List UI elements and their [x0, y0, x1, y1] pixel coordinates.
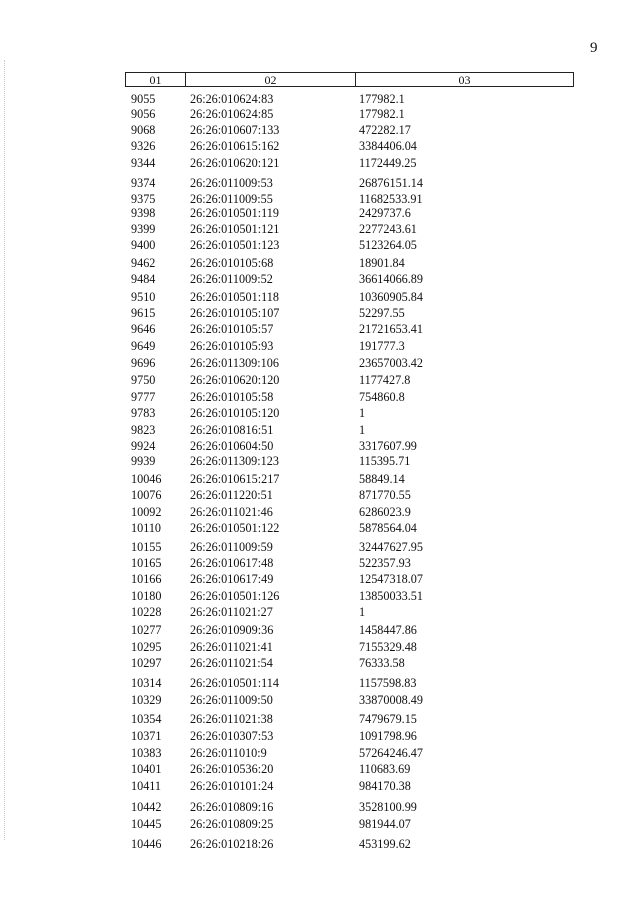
table-row — [0, 762, 640, 776]
table-cell-01: 9646 — [131, 322, 156, 336]
table-cell-01: 9649 — [131, 339, 156, 353]
table-cell-02: 26:26:010105:120 — [190, 406, 280, 420]
table-cell-03: 36614066.89 — [359, 272, 423, 286]
table-cell-02: 26:26:011220:51 — [190, 488, 273, 502]
table-cell-01: 10076 — [131, 488, 162, 502]
table-cell-03: 522357.93 — [359, 556, 411, 570]
table-row — [0, 693, 640, 707]
table-cell-03: 1172449.25 — [359, 156, 417, 170]
table-cell-01: 9398 — [131, 206, 156, 220]
table-row — [0, 356, 640, 370]
table-cell-03: 115395.71 — [359, 454, 411, 468]
table-row — [0, 472, 640, 486]
table-cell-01: 9375 — [131, 192, 156, 206]
table-cell-01: 10155 — [131, 540, 162, 554]
table-row — [0, 488, 640, 502]
table-row — [0, 521, 640, 535]
table-row — [0, 746, 640, 760]
table-cell-03: 1458447.86 — [359, 623, 417, 637]
table-row — [0, 206, 640, 220]
table-cell-03: 13850033.51 — [359, 589, 423, 603]
table-cell-02: 26:26:010105:68 — [190, 256, 274, 270]
table-row — [0, 800, 640, 814]
table-cell-03: 177982.1 — [359, 92, 405, 106]
table-cell-02: 26:26:010615:217 — [190, 472, 280, 486]
table-cell-01: 10446 — [131, 837, 162, 851]
table-cell-03: 754860.8 — [359, 390, 405, 404]
table-cell-03: 21721653.41 — [359, 322, 423, 336]
table-cell-02: 26:26:010218:26 — [190, 837, 274, 851]
table-cell-02: 26:26:010909:36 — [190, 623, 274, 637]
table-cell-02: 26:26:011009:50 — [190, 693, 273, 707]
table-cell-01: 9750 — [131, 373, 156, 387]
table-cell-01: 10401 — [131, 762, 162, 776]
table-cell-03: 1 — [359, 406, 366, 420]
table-cell-01: 10228 — [131, 605, 162, 619]
table-cell-01: 9055 — [131, 92, 156, 106]
table-row — [0, 290, 640, 304]
table-row — [0, 439, 640, 453]
table-cell-03: 52297.55 — [359, 306, 405, 320]
page-number: 9 — [590, 40, 598, 56]
table-cell-03: 7155329.48 — [359, 640, 417, 654]
table-cell-01: 9823 — [131, 423, 156, 437]
table-row — [0, 589, 640, 603]
table-cell-02: 26:26:010501:122 — [190, 521, 280, 535]
table-row — [0, 540, 640, 554]
table-cell-03: 2429737.6 — [359, 206, 411, 220]
table-header — [125, 72, 574, 87]
table-cell-01: 10166 — [131, 572, 162, 586]
table-cell-02: 26:26:011010:9 — [190, 746, 267, 760]
table-cell-02: 26:26:010501:118 — [190, 290, 279, 304]
table-cell-02: 26:26:010105:93 — [190, 339, 274, 353]
table-cell-02: 26:26:011309:123 — [190, 454, 279, 468]
table-cell-01: 10445 — [131, 817, 162, 831]
table-row — [0, 640, 640, 654]
table-row — [0, 779, 640, 793]
table-cell-02: 26:26:010624:85 — [190, 107, 274, 121]
table-cell-02: 26:26:010620:120 — [190, 373, 280, 387]
table-cell-02: 26:26:011309:106 — [190, 356, 279, 370]
table-cell-03: 57264246.47 — [359, 746, 423, 760]
table-cell-01: 9344 — [131, 156, 156, 170]
table-cell-03: 1 — [359, 423, 366, 437]
table-cell-02: 26:26:010536:20 — [190, 762, 274, 776]
table-row — [0, 605, 640, 619]
table-row — [0, 176, 640, 190]
table-row — [0, 339, 640, 353]
table-cell-01: 9400 — [131, 238, 156, 252]
table-cell-02: 26:26:010501:114 — [190, 676, 279, 690]
table-cell-03: 10360905.84 — [359, 290, 423, 304]
table-cell-03: 1091798.96 — [359, 729, 417, 743]
table-cell-01: 9783 — [131, 406, 156, 420]
table-cell-03: 871770.55 — [359, 488, 411, 502]
table-row — [0, 222, 640, 236]
table-row — [0, 712, 640, 726]
table-cell-02: 26:26:010105:57 — [190, 322, 274, 336]
table-row — [0, 192, 640, 206]
table-cell-02: 26:26:010615:162 — [190, 139, 280, 153]
table-cell-02: 26:26:010501:119 — [190, 206, 279, 220]
table-cell-02: 26:26:010607:133 — [190, 123, 280, 137]
table-cell-03: 2277243.61 — [359, 222, 417, 236]
table-row — [0, 107, 640, 121]
table-cell-03: 1177427.8 — [359, 373, 411, 387]
table-cell-01: 9924 — [131, 439, 156, 453]
table-cell-01: 10180 — [131, 589, 162, 603]
table-cell-03: 453199.62 — [359, 837, 411, 851]
table-cell-01: 10046 — [131, 472, 162, 486]
table-cell-02: 26:26:011021:41 — [190, 640, 273, 654]
table-row — [0, 139, 640, 153]
table-row — [0, 123, 640, 137]
column-header-01: 01 — [126, 73, 186, 86]
table-row — [0, 817, 640, 831]
table-cell-01: 9056 — [131, 107, 156, 121]
table-cell-02: 26:26:011021:54 — [190, 656, 273, 670]
table-cell-02: 26:26:011021:27 — [190, 605, 273, 619]
table-cell-03: 5878564.04 — [359, 521, 417, 535]
table-cell-01: 9777 — [131, 390, 156, 404]
table-cell-01: 10329 — [131, 693, 162, 707]
table-row — [0, 423, 640, 437]
table-cell-03: 26876151.14 — [359, 176, 423, 190]
table-cell-02: 26:26:010604:50 — [190, 439, 274, 453]
table-cell-03: 472282.17 — [359, 123, 411, 137]
table-cell-03: 1 — [359, 605, 366, 619]
table-row — [0, 272, 640, 286]
table-row — [0, 454, 640, 468]
table-row — [0, 92, 640, 106]
table-cell-03: 984170.38 — [359, 779, 411, 793]
table-row — [0, 676, 640, 690]
table-cell-03: 33870008.49 — [359, 693, 423, 707]
table-cell-03: 18901.84 — [359, 256, 405, 270]
table-cell-03: 12547318.07 — [359, 572, 423, 586]
table-cell-01: 10371 — [131, 729, 162, 743]
table-cell-01: 9484 — [131, 272, 156, 286]
table-row — [0, 623, 640, 637]
table-row — [0, 156, 640, 170]
table-cell-02: 26:26:011009:59 — [190, 540, 273, 554]
table-cell-01: 9462 — [131, 256, 156, 270]
table-cell-02: 26:26:011009:55 — [190, 192, 273, 206]
table-cell-01: 9696 — [131, 356, 156, 370]
table-cell-03: 981944.07 — [359, 817, 411, 831]
table-cell-03: 177982.1 — [359, 107, 405, 121]
table-cell-01: 9326 — [131, 139, 156, 153]
table-cell-01: 9615 — [131, 306, 156, 320]
table-cell-03: 191777.3 — [359, 339, 405, 353]
table-cell-01: 10295 — [131, 640, 162, 654]
table-cell-01: 9068 — [131, 123, 156, 137]
table-cell-01: 10110 — [131, 521, 162, 535]
table-cell-02: 26:26:010501:121 — [190, 222, 280, 236]
table-cell-02: 26:26:010105:58 — [190, 390, 274, 404]
table-cell-02: 26:26:010816:51 — [190, 423, 274, 437]
table-row — [0, 390, 640, 404]
table-cell-01: 10297 — [131, 656, 162, 670]
table-cell-03: 3384406.04 — [359, 139, 417, 153]
table-cell-01: 10314 — [131, 676, 162, 690]
table-cell-01: 10277 — [131, 623, 162, 637]
table-cell-02: 26:26:010307:53 — [190, 729, 274, 743]
table-cell-01: 10442 — [131, 800, 162, 814]
table-cell-03: 58849.14 — [359, 472, 405, 486]
table-row — [0, 656, 640, 670]
table-row — [0, 406, 640, 420]
column-header-02: 02 — [186, 73, 356, 86]
table-cell-02: 26:26:010617:49 — [190, 572, 274, 586]
table-cell-01: 10383 — [131, 746, 162, 760]
table-cell-03: 5123264.05 — [359, 238, 417, 252]
table-row — [0, 837, 640, 851]
table-row — [0, 238, 640, 252]
table-cell-01: 10092 — [131, 505, 162, 519]
table-row — [0, 572, 640, 586]
table-row — [0, 256, 640, 270]
table-cell-02: 26:26:011021:38 — [190, 712, 273, 726]
table-cell-02: 26:26:010809:25 — [190, 817, 274, 831]
table-cell-03: 11682533.91 — [359, 192, 423, 206]
table-cell-03: 23657003.42 — [359, 356, 423, 370]
table-row — [0, 306, 640, 320]
table-cell-03: 1157598.83 — [359, 676, 417, 690]
table-cell-02: 26:26:010620:121 — [190, 156, 280, 170]
table-cell-02: 26:26:010501:123 — [190, 238, 280, 252]
table-cell-02: 26:26:010809:16 — [190, 800, 274, 814]
table-cell-03: 3317607.99 — [359, 439, 417, 453]
table-cell-02: 26:26:011009:53 — [190, 176, 273, 190]
table-cell-03: 110683.69 — [359, 762, 411, 776]
table-cell-02: 26:26:010624:83 — [190, 92, 274, 106]
column-header-03: 03 — [458, 72, 471, 87]
table-row — [0, 322, 640, 336]
table-cell-02: 26:26:010105:107 — [190, 306, 280, 320]
table-cell-01: 10354 — [131, 712, 162, 726]
table-cell-02: 26:26:010501:126 — [190, 589, 280, 603]
table-cell-01: 9399 — [131, 222, 156, 236]
table-cell-03: 3528100.99 — [359, 800, 417, 814]
table-cell-03: 6286023.9 — [359, 505, 411, 519]
table-cell-02: 26:26:011009:52 — [190, 272, 273, 286]
table-row — [0, 373, 640, 387]
table-cell-03: 76333.58 — [359, 656, 405, 670]
table-row — [0, 556, 640, 570]
table-row — [0, 729, 640, 743]
table-cell-02: 26:26:010617:48 — [190, 556, 274, 570]
table-cell-02: 26:26:011021:46 — [190, 505, 273, 519]
table-cell-01: 10165 — [131, 556, 162, 570]
table-cell-01: 9374 — [131, 176, 156, 190]
table-cell-03: 32447627.95 — [359, 540, 423, 554]
table-row — [0, 505, 640, 519]
table-cell-01: 9939 — [131, 454, 156, 468]
table-cell-01: 10411 — [131, 779, 162, 793]
table-cell-02: 26:26:010101:24 — [190, 779, 274, 793]
table-cell-01: 9510 — [131, 290, 156, 304]
table-cell-03: 7479679.15 — [359, 712, 417, 726]
